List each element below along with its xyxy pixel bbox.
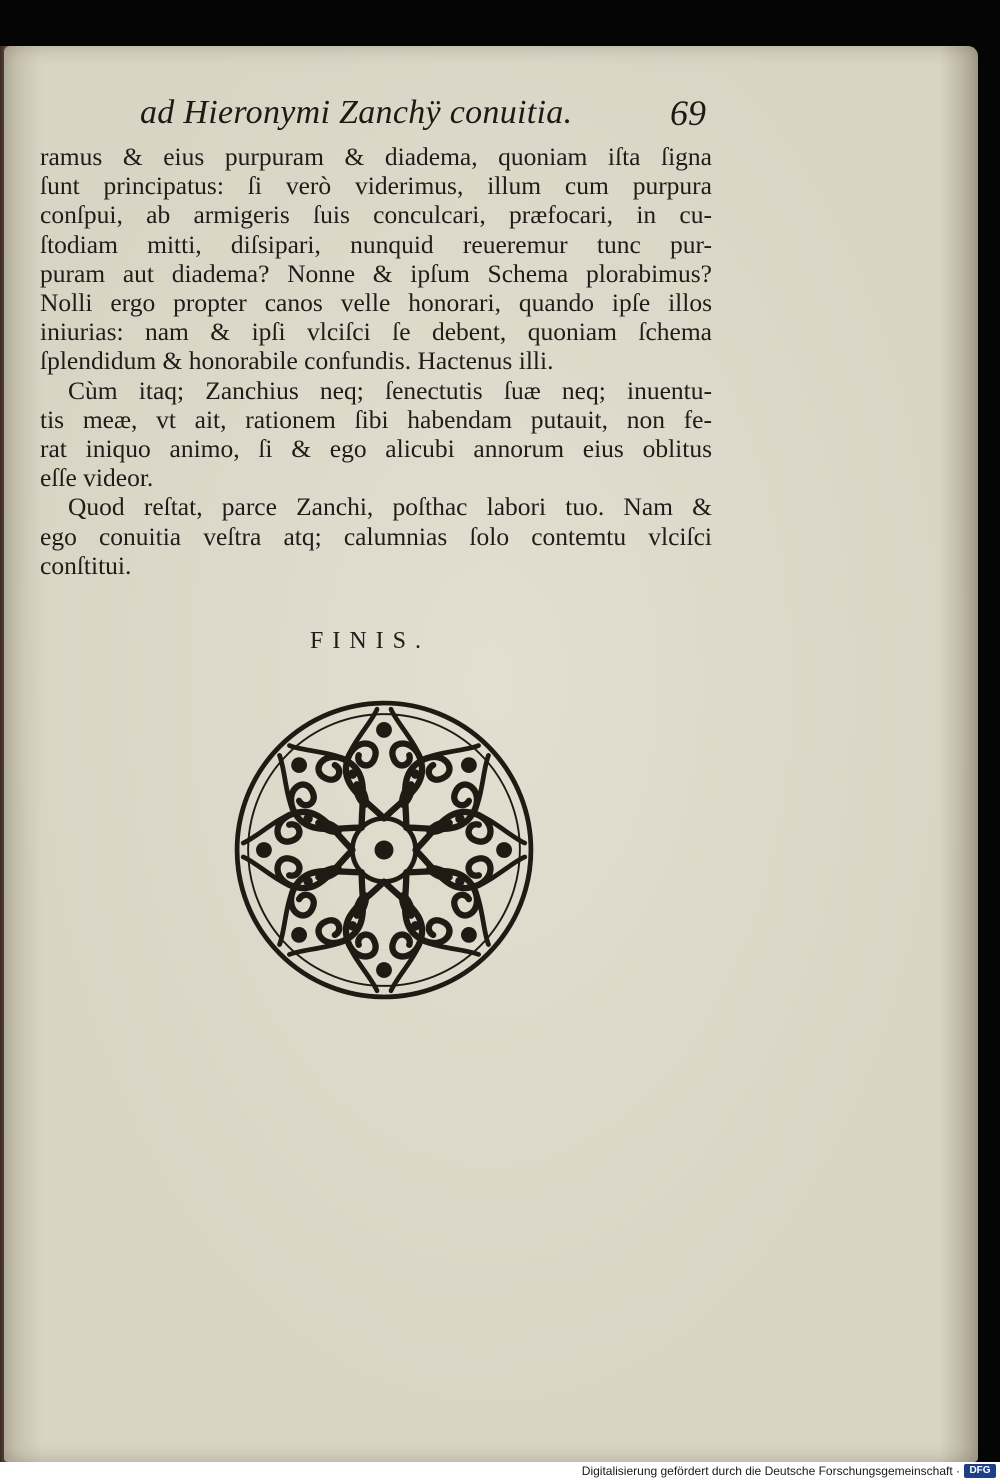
text-line: Cùm itaq; Zanchius neq; ſenectutis ſuæ neq; inuentu- — [68, 375, 712, 405]
text-line: ſplendidum & honorabile confundis. Hactenus illi. — [40, 346, 554, 376]
text-line: ſunt principatus: ſi verò viderimus, illum cum purpura — [40, 171, 712, 201]
footer-bar — [0, 1462, 1000, 1481]
floral-roundel-ornament-icon — [226, 692, 542, 1008]
page-number: 69 — [670, 93, 706, 133]
text-line: tis meæ, vt ait, rationem ſibi habendam putauit, non fe- — [40, 404, 712, 434]
running-head — [140, 94, 710, 144]
text-line: rat iniquo animo, ſi & ego alicubi annorum eius oblitus — [40, 434, 712, 464]
text-line: Quod reſtat, parce Zanchi, poſthac labori tuo. Nam & — [68, 492, 712, 522]
body-text — [40, 142, 712, 580]
text-line: puram aut diadema? Nonne & ipſum Schema plorabimus? — [40, 258, 712, 288]
dfg-logo: DFG — [964, 1464, 996, 1478]
text-line: ego conuitia veſtra atq; calumnias ſolo contemtu vlciſci — [40, 521, 712, 551]
text-line: Nolli ergo propter canos velle honorari, quando ipſe illos — [40, 288, 712, 318]
text-line: conſtitui. — [40, 550, 132, 580]
text-line: ſtodiam mitti, diſsipari, nunquid reueremur tunc pur- — [40, 229, 712, 259]
footer-credit: Digitalisierung gefördert durch die Deutsche Forschungsgemeinschaft · — [581, 1464, 960, 1478]
text-line: ramus & eius purpuram & diadema, quoniam iſta ſigna — [40, 142, 712, 171]
text-line: conſpui, ab armigeris ſuis conculcari, præfocari, in cu- — [40, 200, 712, 230]
text-line: iniurias: nam & ipſi vlciſci ſe debent, quoniam ſchema — [40, 317, 712, 347]
running-title: ad Hieronymi Zanchÿ conuitia. — [140, 94, 573, 131]
finis-heading: FINIS. — [309, 628, 430, 654]
text-line: eſſe videor. — [40, 463, 154, 493]
